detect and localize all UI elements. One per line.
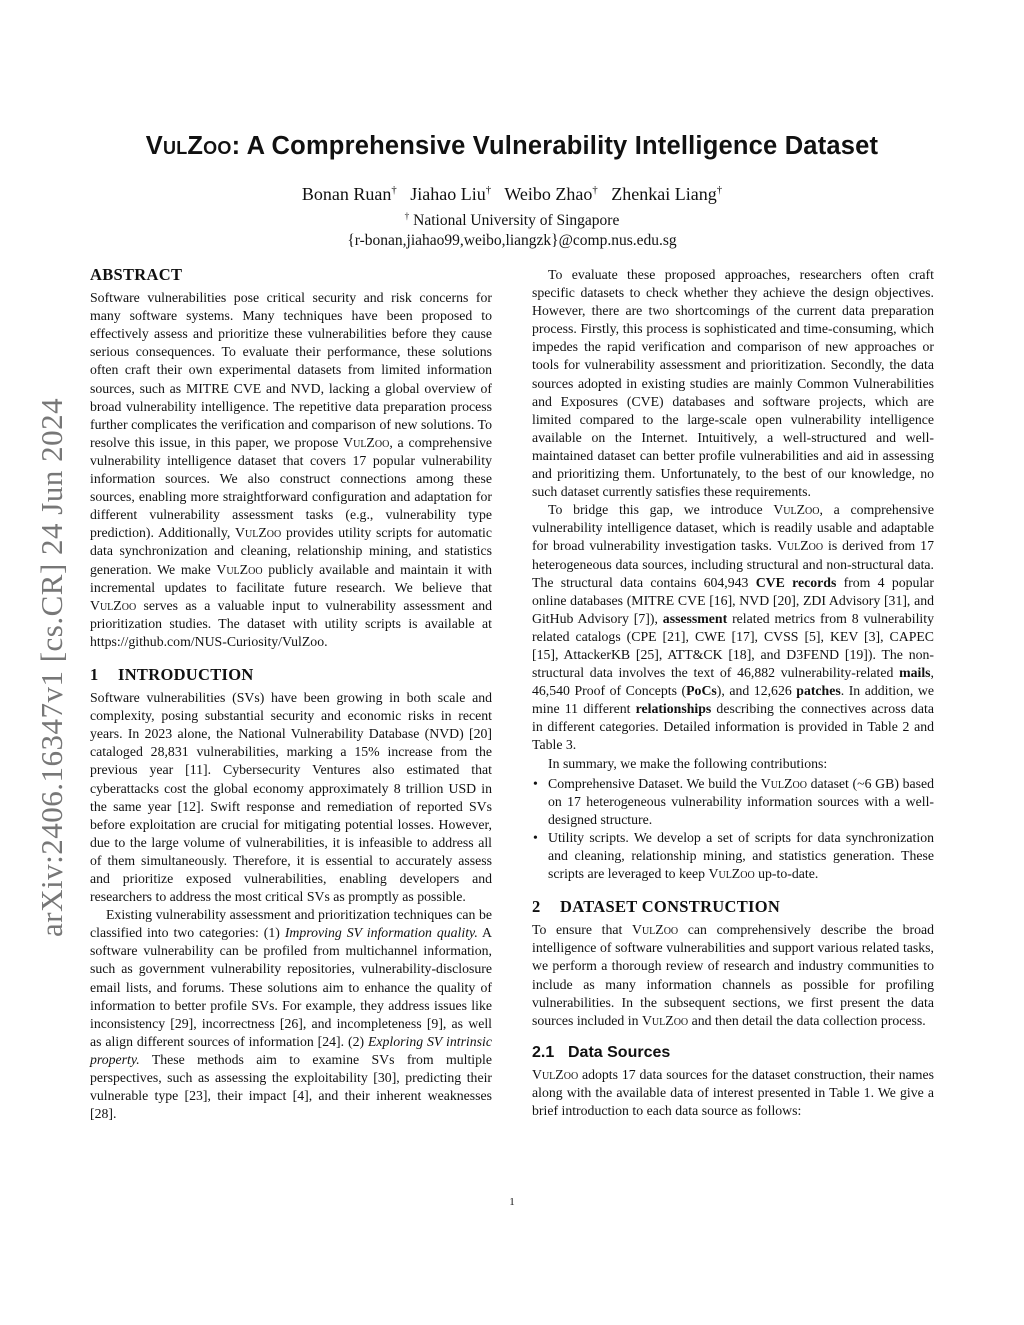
- abstract-text: Software vulnerabilities pose critical security and risk concerns for many software systems. Many techniques have been proposed to effectively assess and prioritize these vulnerabilities before they cause serious consequences. To evaluate their performance, these solutions often craft their own experimental datasets from limited information sources, such as MITRE CVE and NVD, lacking a global overview of broad vulnerability intelligence. The repetitive data preparation process further complicates the verification and comparison of new solutions. To resolve this issue, in this paper, we propose VulZoo, a comprehensive vulnerability intelligence dataset that covers 17 popular vulnerability information sources. We also construct connections among these sources, enabling more straightforward configuration and adaptation for different vulnerability assessment tasks (e.g., vulnerability type prediction). Additionally, VulZoo provides utility scripts for automatic data synchronization and cleaning, relationship mining, and statistics generation. We make VulZoo publicly available and maintain it with incremental updates to facilitate future research. We believe that VulZoo serves as a valuable input to vulnerability assessment and prioritization studies. The dataset with utility scripts is available at https://github.com/NUS-Curiosity/VulZoo.: [90, 290, 493, 649]
- right-column: [532, 266, 934, 1120]
- affiliation-text: National University of Singapore: [413, 212, 620, 230]
- dagger: †: [404, 212, 410, 222]
- dagger: †: [485, 184, 492, 196]
- dagger: †: [592, 184, 598, 196]
- author-4: Zhenkai Liang: [611, 184, 717, 204]
- author-3: Weibo Zhao: [504, 184, 593, 204]
- intro-paragraph-1: Software vulnerabilities (SVs) have been growing in both scale and complexity, posing substantial security and economic risks in recent years. In 2023 alone, the National Vulnerability Database (NVD) [20] cataloged 28,831 vulnerabilities, marking a 15% increase from the previous year [11]. Cybersecurity Ventures also estimated that cyberattacks cost the global economy approximately 8 trillion USD in the same year [12]. Swift response and remediation of reported SVs before exploitation are crucial for mitigating potential losses. However, due to the large volume of vulnerabilities, it is infeasible to address all of them simultaneously. Therefore, it is essential to accurately assess and prioritize exposed vulnerabilities, enabling developers and researchers to address the most critical SVs as promptly as possible.: [90, 690, 492, 905]
- intro-heading: 1 INTRODUCTION: [90, 664, 254, 684]
- right-paragraph-3: In summary, we make the following contributions:: [548, 755, 828, 771]
- title-rest: : A Comprehensive Vulnerability Intelligence Dataset: [231, 132, 879, 160]
- data-sources-paragraph: VulZoo adopts 17 data sources for the dataset construction, their names along with the available data of interest presented in Table 1. We give a brief introduction to each data source as follows:: [532, 1066, 934, 1119]
- intro-paragraph-2: Existing vulnerability assessment and prioritization techniques can be classified into two categories: (1) Improving SV information quality. A software vulnerability can be profiled from multichannel information, such as government vulnerability repositories, vulnerability-disclosure email lists, and forums. These solutions aim to enhance the quality of information to better profile SVs. For example, they address issues like inconsistency [29], incorrectness [26], and incompleteness [9], as well as align different sources of information [24]. (2) Exploring SV intrinsic property. These methods aim to examine SVs from multiple perspectives, such as assessing the exploitability [30], predicting their vulnerable type [23], their impact [4], and their inherent weaknesses [28].: [90, 907, 492, 1122]
- author-2: Jiahao Liu: [410, 184, 486, 204]
- contribution-list: [532, 775, 934, 884]
- author-email: {r-bonan,jiahao99,weibo,liangzk}@comp.nus.edu.sg: [347, 232, 677, 249]
- paper-title: [0, 132, 1024, 161]
- page-number: 1: [509, 1196, 515, 1208]
- right-paragraph-2: To bridge this gap, we introduce VulZoo, a comprehensive vulnerability intelligence dataset, which is readily usable and adaptable for broad vulnerability investigation tasks. VulZoo is derived from 17 heterogeneous data sources, including structural and non-structural data. The structural data contains 604,943 CVE records from 4 popular online databases (MITRE CVE [16], NVD [20], ZDI Advisory [31], and GitHub Advisory [7]), assessment related metrics from 8 vulnerability related catalogs (CPE [21], CWE [17], CVSS [5], KEV [3], CAPEC [15], AttackerKB [25], ATT&CK [18], and D3FEND [19]). The non-structural data involves the text of 46,882 vulnerability-related mails, 46,540 Proof of Concepts (PoCs), and 12,626 patches. In addition, we mine 11 different relationships describing the connectives across data in different categories. Detailed information is provided in Table 2 and Table 3.: [532, 502, 934, 753]
- affiliation: [0, 212, 1024, 230]
- right-paragraph-1: To evaluate these proposed approaches, researchers often craft specific datasets to check whether they achieve the design objectives. However, there are two shortcomings of the current data preparation process. Firstly, this process is sophisticated and time-consuming, which impedes the rapid verification and comparison of new approaches or tools for vulnerability assessment and prioritization. Secondly, the data sources adopted in existing studies are mainly Common Vulnerabilities and Exposures (CVE) databases and software projects, which are limited compared to the large-scale open vulnerability intelligence available on the Internet. Intuitively, a well-structured and well-maintained dataset can better profile vulnerabilities and aid in assessing and prioritizing them. Unfortunately, to the best of our knowledge, no such dataset currently satisfies these requirements.: [532, 267, 934, 500]
- author-list: [0, 184, 1024, 205]
- dagger: †: [716, 184, 723, 196]
- left-column: [90, 266, 492, 1123]
- author-1: Bonan Ruan: [301, 184, 392, 204]
- dataset-heading: 2 DATASET CONSTRUCTION: [532, 897, 781, 917]
- arxiv-stamp: arXiv:2406.16347v1 [cs.CR] 24 Jun 2024: [34, 397, 69, 937]
- abstract-heading: ABSTRACT: [90, 265, 183, 284]
- dagger: †: [391, 184, 397, 196]
- title-vulzoo: VulZoo: [145, 132, 232, 160]
- dataset-paragraph-1: To ensure that VulZoo can comprehensively describe the broad intelligence of software vulnerabilities and support various related tasks, we perform a thorough review of research and industry communities to include as many information channels as possible for profiling vulnerabilities. In the subsequent sections, we first present the data sources included in VulZoo and then detail the data collection process.: [532, 922, 934, 1028]
- list-item: • Utility scripts. We develop a set of scripts for data synchronization and cleaning, relationship mining, and statistics generation. These scripts are leveraged to keep VulZoo up-to-date.: [548, 829, 934, 883]
- data-sources-heading: 2.1 Data Sources: [532, 1043, 671, 1061]
- list-item: • Comprehensive Dataset. We build the VulZoo dataset (~6 GB) based on 17 heterogeneous vulnerability information sources with a well-designed structure.: [548, 775, 934, 829]
